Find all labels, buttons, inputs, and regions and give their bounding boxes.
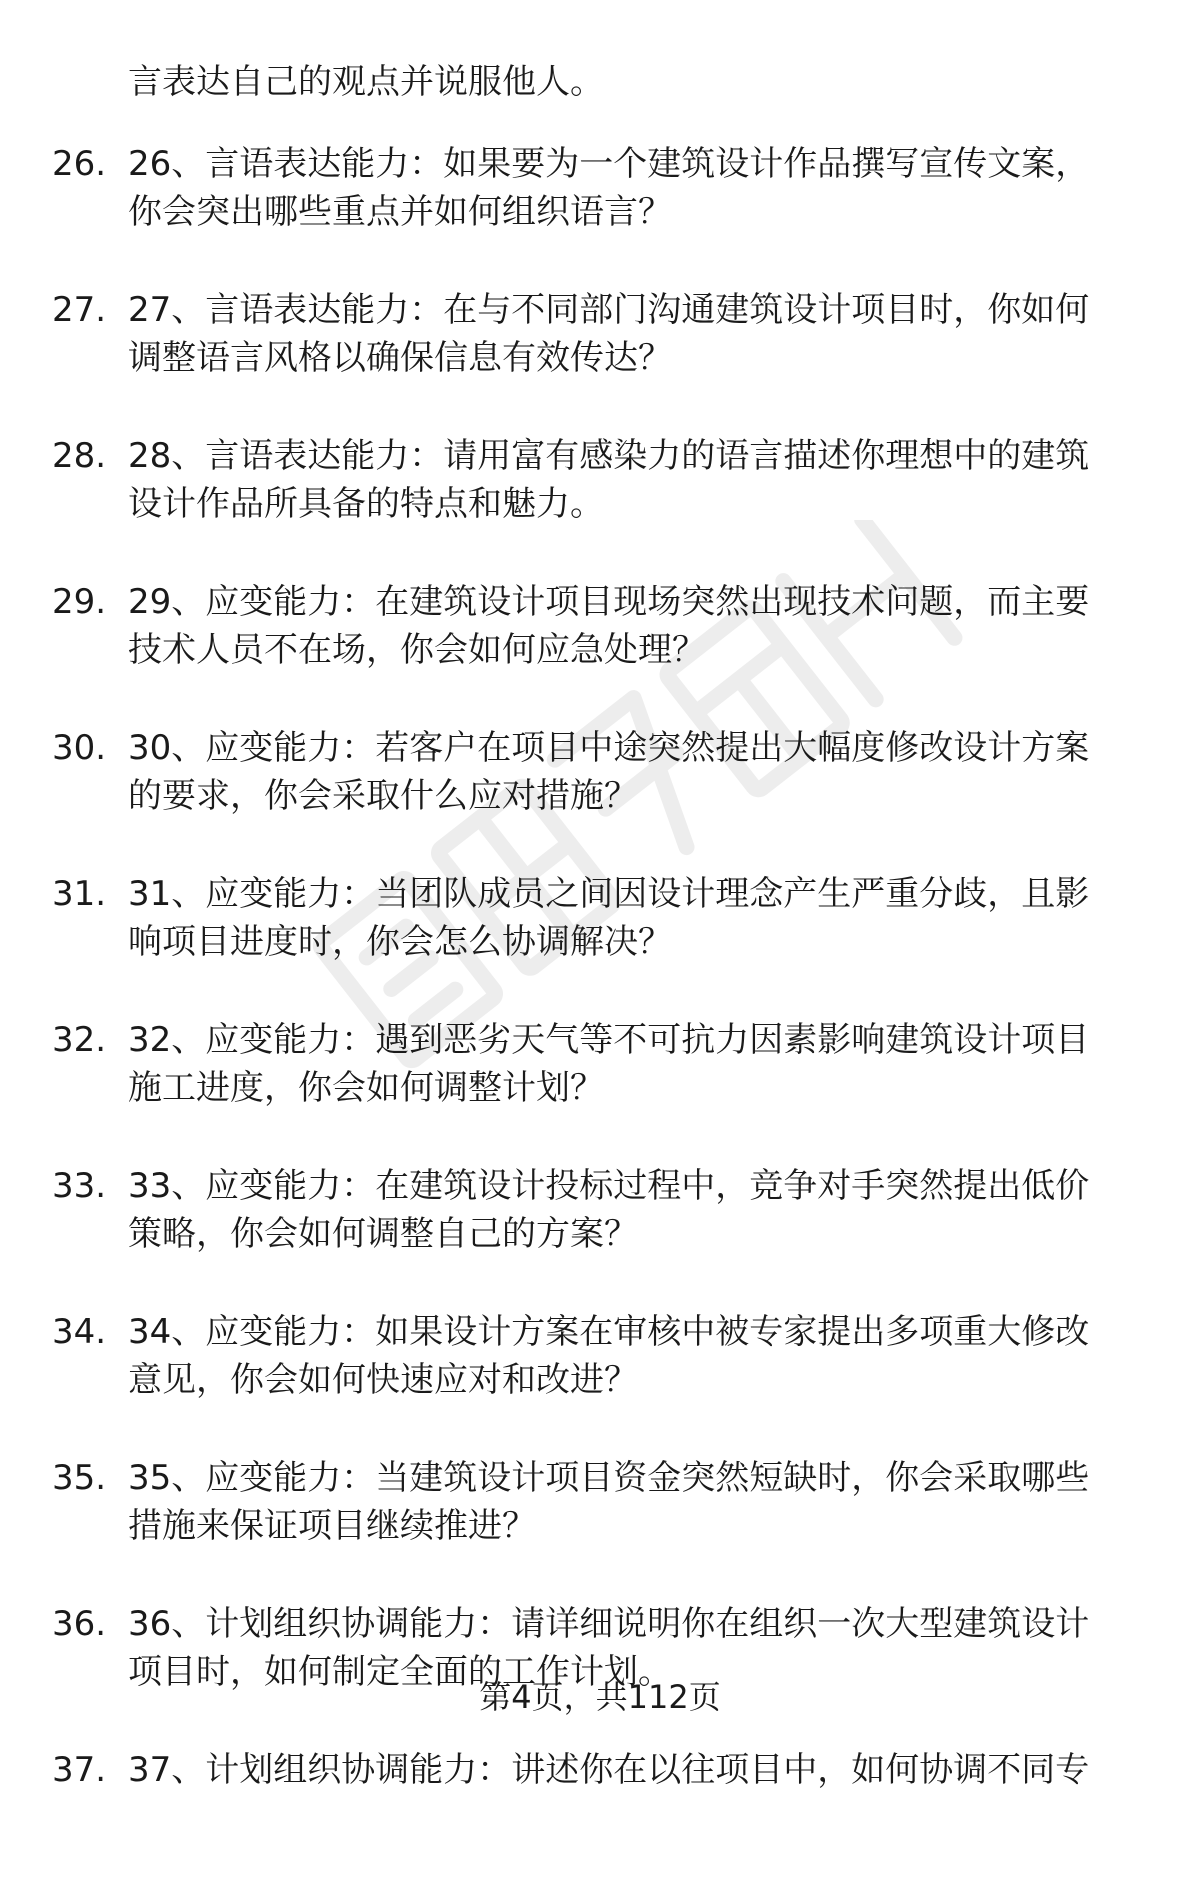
list-item: [0, 286, 1200, 432]
item-line: 施工进度，你会如何调整计划？: [128, 1068, 604, 1108]
list-item: [0, 724, 1200, 870]
item-number: 37.: [52, 1750, 107, 1790]
item-text: [128, 870, 1148, 966]
item-line: 项目时，如何制定全面的工作计划。: [128, 1652, 672, 1692]
item-line: 29、应变能力：在建筑设计项目现场突然出现技术问题，而主要: [128, 582, 1090, 622]
list-item: [0, 578, 1200, 724]
item-line: 32、应变能力：遇到恶劣天气等不可抗力因素影响建筑设计项目: [128, 1020, 1090, 1060]
item-text: [128, 1016, 1148, 1112]
list-item: [0, 870, 1200, 1016]
item-number: 30.: [52, 728, 107, 768]
list-item: [0, 432, 1200, 578]
list-item: [0, 1746, 1200, 1892]
item-line: 35、应变能力：当建筑设计项目资金突然短缺时，你会采取哪些: [128, 1458, 1090, 1498]
list-item: [0, 1454, 1200, 1600]
item-line: 31、应变能力：当团队成员之间因设计理念产生严重分歧，且影: [128, 874, 1090, 914]
item-line: 意见，你会如何快速应对和改进？: [128, 1360, 638, 1400]
item-line: 36、计划组织协调能力：请详细说明你在组织一次大型建筑设计: [128, 1604, 1090, 1644]
item-text: [128, 1162, 1148, 1258]
item-line: 26、言语表达能力：如果要为一个建筑设计作品撰写宣传文案，: [128, 144, 1090, 184]
item-line: 技术人员不在场，你会如何应急处理？: [128, 630, 706, 670]
item-line: 调整语言风格以确保信息有效传达？: [128, 338, 672, 378]
item-line: 措施来保证项目继续推进？: [128, 1506, 536, 1546]
item-text: [128, 286, 1148, 382]
item-number: 26.: [52, 144, 107, 184]
item-line: 策略，你会如何调整自己的方案？: [128, 1214, 638, 1254]
item-text: [128, 1454, 1148, 1550]
page-footer: 第4页，共112页: [479, 1678, 721, 1716]
list-item: [0, 1162, 1200, 1308]
item-number: 33.: [52, 1166, 107, 1206]
item-line: 27、言语表达能力：在与不同部门沟通建筑设计项目时，你如何: [128, 290, 1090, 330]
item-number: 36.: [52, 1604, 107, 1644]
list-item: [0, 1600, 1200, 1746]
item-number: 32.: [52, 1020, 107, 1060]
continuation-text: 言表达自己的观点并说服他人。: [128, 62, 604, 102]
item-line: 响项目进度时，你会怎么协调解决？: [128, 922, 672, 962]
item-number: 35.: [52, 1458, 107, 1498]
item-text: [128, 724, 1148, 820]
item-line: 28、言语表达能力：请用富有感染力的语言描述你理想中的建筑: [128, 436, 1090, 476]
item-line: 37、计划组织协调能力：讲述你在以往项目中，如何协调不同专: [128, 1750, 1090, 1790]
item-line: 你会突出哪些重点并如何组织语言？: [128, 192, 672, 232]
item-line: 30、应变能力：若客户在项目中途突然提出大幅度修改设计方案: [128, 728, 1090, 768]
item-number: 31.: [52, 874, 107, 914]
item-number: 34.: [52, 1312, 107, 1352]
item-text: [128, 578, 1148, 674]
list-item: [0, 140, 1200, 286]
item-number: 28.: [52, 436, 107, 476]
list-item: [0, 1308, 1200, 1454]
question-list: [0, 140, 1200, 1892]
item-text: [128, 432, 1148, 528]
item-line: 33、应变能力：在建筑设计投标过程中，竞争对手突然提出低价: [128, 1166, 1090, 1206]
item-text: [128, 1746, 1148, 1794]
item-line: 34、应变能力：如果设计方案在审核中被专家提出多项重大修改: [128, 1312, 1090, 1352]
item-number: 27.: [52, 290, 107, 330]
item-number: 29.: [52, 582, 107, 622]
item-text: [128, 1308, 1148, 1404]
item-line: 设计作品所具备的特点和魅力。: [128, 484, 604, 524]
item-line: 的要求，你会采取什么应对措施？: [128, 776, 638, 816]
item-text: [128, 140, 1148, 236]
list-item: [0, 1016, 1200, 1162]
